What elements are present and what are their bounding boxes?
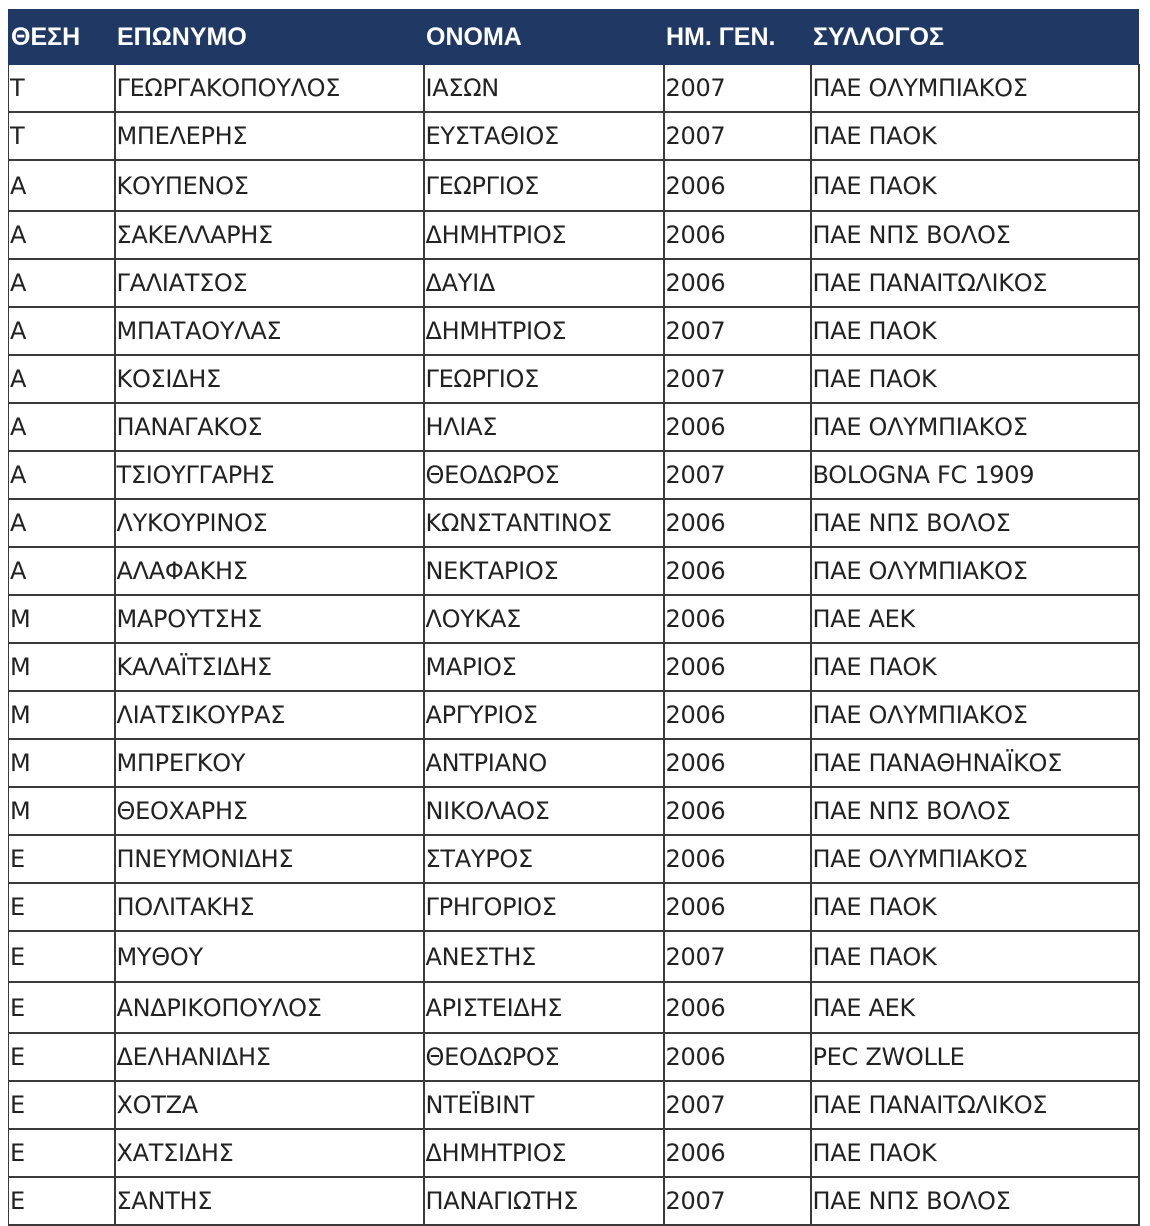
cell-first-name: ΛΟΥΚΑΣ [424, 595, 664, 643]
table-row [9, 1129, 1139, 1177]
cell-surname: ΛΙΑΤΣΙΚΟΥΡΑΣ [115, 691, 424, 739]
cell-position: Ε [9, 835, 115, 883]
cell-club: BOLOGNA FC 1909 [811, 451, 1139, 499]
cell-birth-year: 2006 [664, 259, 811, 307]
cell-first-name: ΑΡΓΥΡΙΟΣ [424, 691, 664, 739]
cell-position: Ε [9, 1177, 115, 1225]
table-row [9, 160, 1139, 211]
cell-birth-year: 2006 [664, 643, 811, 691]
cell-club: ΠΑΕ ΝΠΣ ΒΟΛΟΣ [811, 1177, 1139, 1225]
table-row [9, 499, 1139, 547]
cell-position: Τ [9, 112, 115, 160]
cell-birth-year: 2006 [664, 403, 811, 451]
cell-first-name: ΓΕΩΡΓΙΟΣ [424, 160, 664, 211]
cell-position: Ε [9, 883, 115, 931]
cell-first-name: ΜΑΡΙΟΣ [424, 643, 664, 691]
table-row [9, 1033, 1139, 1081]
cell-birth-year: 2006 [664, 547, 811, 595]
cell-birth-year: 2006 [664, 499, 811, 547]
cell-first-name: ΙΑΣΩΝ [424, 65, 664, 113]
table-row [9, 307, 1139, 355]
cell-club: ΠΑΕ ΠΑΟΚ [811, 160, 1139, 211]
cell-first-name: ΕΥΣΤΑΘΙΟΣ [424, 112, 664, 160]
cell-birth-year: 2006 [664, 160, 811, 211]
cell-position: Α [9, 499, 115, 547]
cell-position: Τ [9, 65, 115, 113]
cell-position: Ε [9, 931, 115, 982]
cell-first-name: ΔΗΜΗΤΡΙΟΣ [424, 211, 664, 259]
cell-surname: ΚΟΥΠΕΝΟΣ [115, 160, 424, 211]
cell-first-name: ΠΑΝΑΓΙΩΤΗΣ [424, 1177, 664, 1225]
cell-birth-year: 2007 [664, 112, 811, 160]
cell-birth-year: 2006 [664, 982, 811, 1033]
cell-club: ΠΑΕ ΑΕΚ [811, 982, 1139, 1033]
cell-surname: ΑΝΔΡΙΚΟΠΟΥΛΟΣ [115, 982, 424, 1033]
cell-surname: ΚΟΣΙΔΗΣ [115, 355, 424, 403]
cell-surname: ΤΣΙΟΥΓΓΑΡΗΣ [115, 451, 424, 499]
cell-birth-year: 2007 [664, 451, 811, 499]
cell-club: ΠΑΕ ΠΑΟΚ [811, 931, 1139, 982]
cell-surname: ΜΑΡΟΥΤΣΗΣ [115, 595, 424, 643]
cell-position: Ε [9, 1081, 115, 1129]
cell-position: Α [9, 211, 115, 259]
cell-club: ΠΑΕ ΟΛΥΜΠΙΑΚΟΣ [811, 403, 1139, 451]
cell-birth-year: 2006 [664, 883, 811, 931]
cell-club: ΠΑΕ ΝΠΣ ΒΟΛΟΣ [811, 211, 1139, 259]
cell-first-name: ΔΗΜΗΤΡΙΟΣ [424, 1129, 664, 1177]
table-row [9, 403, 1139, 451]
table-row [9, 259, 1139, 307]
cell-surname: ΓΕΩΡΓΑΚΟΠΟΥΛΟΣ [115, 65, 424, 113]
cell-surname: ΘΕΟΧΑΡΗΣ [115, 787, 424, 835]
header-club: ΣΥΛΛΟΓΟΣ [811, 10, 1139, 65]
cell-birth-year: 2007 [664, 931, 811, 982]
cell-position: Μ [9, 595, 115, 643]
cell-position: Α [9, 307, 115, 355]
table-row [9, 1081, 1139, 1129]
cell-birth-year: 2006 [664, 691, 811, 739]
cell-club: ΠΑΕ ΟΛΥΜΠΙΑΚΟΣ [811, 835, 1139, 883]
cell-birth-year: 2006 [664, 1033, 811, 1081]
cell-club: ΠΑΕ ΠΑΟΚ [811, 1129, 1139, 1177]
cell-first-name: ΚΩΝΣΤΑΝΤΙΝΟΣ [424, 499, 664, 547]
table-row [9, 65, 1139, 113]
cell-club: ΠΑΕ ΠΑΟΚ [811, 883, 1139, 931]
cell-first-name: ΝΙΚΟΛΑΟΣ [424, 787, 664, 835]
cell-first-name: ΣΤΑΥΡΟΣ [424, 835, 664, 883]
cell-position: Ε [9, 1033, 115, 1081]
cell-club: ΠΑΕ ΠΑΟΚ [811, 112, 1139, 160]
cell-club: ΠΑΕ ΠΑΟΚ [811, 643, 1139, 691]
table-body [9, 65, 1139, 1226]
cell-club: ΠΑΕ ΑΕΚ [811, 595, 1139, 643]
cell-first-name: ΓΕΩΡΓΙΟΣ [424, 355, 664, 403]
header-position: ΘΕΣΗ [9, 10, 115, 65]
cell-first-name: ΑΝΤΡΙΑΝΟ [424, 739, 664, 787]
cell-first-name: ΓΡΗΓΟΡΙΟΣ [424, 883, 664, 931]
player-roster-table [8, 9, 1140, 1226]
cell-surname: ΧΟΤΖΑ [115, 1081, 424, 1129]
cell-birth-year: 2007 [664, 1177, 811, 1225]
cell-birth-year: 2007 [664, 65, 811, 113]
table-header-row [9, 10, 1139, 65]
cell-club: ΠΑΕ ΟΛΥΜΠΙΑΚΟΣ [811, 547, 1139, 595]
cell-position: Α [9, 547, 115, 595]
table-row [9, 883, 1139, 931]
cell-position: Μ [9, 739, 115, 787]
cell-position: Μ [9, 643, 115, 691]
cell-birth-year: 2007 [664, 355, 811, 403]
cell-surname: ΔΕΛΗΑΝΙΔΗΣ [115, 1033, 424, 1081]
cell-club: ΠΑΕ ΟΛΥΜΠΙΑΚΟΣ [811, 65, 1139, 113]
table-row [9, 112, 1139, 160]
cell-club: ΠΑΕ ΟΛΥΜΠΙΑΚΟΣ [811, 691, 1139, 739]
cell-surname: ΜΠΡΕΓΚΟΥ [115, 739, 424, 787]
cell-first-name: ΔΗΜΗΤΡΙΟΣ [424, 307, 664, 355]
cell-birth-year: 2006 [664, 739, 811, 787]
cell-position: Μ [9, 787, 115, 835]
cell-position: Α [9, 403, 115, 451]
cell-club: ΠΑΕ ΠΑΝΑΙΤΩΛΙΚΟΣ [811, 1081, 1139, 1129]
table-row [9, 595, 1139, 643]
cell-club: ΠΑΕ ΠΑΝΑΙΤΩΛΙΚΟΣ [811, 259, 1139, 307]
cell-first-name: ΝΕΚΤΑΡΙΟΣ [424, 547, 664, 595]
cell-surname: ΜΥΘΟΥ [115, 931, 424, 982]
cell-birth-year: 2006 [664, 595, 811, 643]
cell-first-name: ΔΑΥΙΔ [424, 259, 664, 307]
cell-position: Α [9, 259, 115, 307]
header-first-name: ΟΝΟΜΑ [424, 10, 664, 65]
table-row [9, 451, 1139, 499]
table-row [9, 787, 1139, 835]
table-row [9, 691, 1139, 739]
table-row [9, 982, 1139, 1033]
cell-first-name: ΗΛΙΑΣ [424, 403, 664, 451]
cell-position: Α [9, 160, 115, 211]
cell-position: Μ [9, 691, 115, 739]
cell-surname: ΓΑΛΙΑΤΣΟΣ [115, 259, 424, 307]
table-row [9, 643, 1139, 691]
table-row [9, 211, 1139, 259]
table-row [9, 1177, 1139, 1225]
cell-first-name: ΑΡΙΣΤΕΙΔΗΣ [424, 982, 664, 1033]
cell-birth-year: 2007 [664, 1081, 811, 1129]
cell-surname: ΠΟΛΙΤΑΚΗΣ [115, 883, 424, 931]
cell-position: Α [9, 355, 115, 403]
cell-surname: ΠΑΝΑΓΑΚΟΣ [115, 403, 424, 451]
cell-club: ΠΑΕ ΠΑΟΚ [811, 307, 1139, 355]
cell-birth-year: 2006 [664, 211, 811, 259]
cell-surname: ΚΑΛΑΪΤΣΙΔΗΣ [115, 643, 424, 691]
cell-surname: ΠΝΕΥΜΟΝΙΔΗΣ [115, 835, 424, 883]
cell-position: Α [9, 451, 115, 499]
header-birth-year: ΗΜ. ΓΕΝ. [664, 10, 811, 65]
cell-first-name: ΑΝΕΣΤΗΣ [424, 931, 664, 982]
cell-club: ΠΑΕ ΝΠΣ ΒΟΛΟΣ [811, 499, 1139, 547]
cell-first-name: ΘΕΟΔΩΡΟΣ [424, 451, 664, 499]
cell-surname: ΣΑΝΤΗΣ [115, 1177, 424, 1225]
cell-first-name: ΝΤΕΪΒΙΝΤ [424, 1081, 664, 1129]
cell-club: ΠΑΕ ΠΑΝΑΘΗΝΑΪΚΟΣ [811, 739, 1139, 787]
cell-club: ΠΑΕ ΠΑΟΚ [811, 355, 1139, 403]
table-row [9, 931, 1139, 982]
cell-birth-year: 2006 [664, 1129, 811, 1177]
cell-first-name: ΘΕΟΔΩΡΟΣ [424, 1033, 664, 1081]
cell-club: ΠΑΕ ΝΠΣ ΒΟΛΟΣ [811, 787, 1139, 835]
cell-birth-year: 2007 [664, 307, 811, 355]
cell-surname: ΧΑΤΣΙΔΗΣ [115, 1129, 424, 1177]
cell-surname: ΜΠΕΛΕΡΗΣ [115, 112, 424, 160]
table-row [9, 739, 1139, 787]
cell-surname: ΣΑΚΕΛΛΑΡΗΣ [115, 211, 424, 259]
table-row [9, 355, 1139, 403]
cell-surname: ΜΠΑΤΑΟΥΛΑΣ [115, 307, 424, 355]
cell-club: PEC ZWOLLE [811, 1033, 1139, 1081]
cell-birth-year: 2006 [664, 835, 811, 883]
cell-position: Ε [9, 1129, 115, 1177]
header-surname: ΕΠΩΝΥΜΟ [115, 10, 424, 65]
cell-surname: ΛΥΚΟΥΡΙΝΟΣ [115, 499, 424, 547]
table-row [9, 835, 1139, 883]
cell-birth-year: 2006 [664, 787, 811, 835]
cell-surname: ΑΛΑΦΑΚΗΣ [115, 547, 424, 595]
cell-position: Ε [9, 982, 115, 1033]
table-row [9, 547, 1139, 595]
